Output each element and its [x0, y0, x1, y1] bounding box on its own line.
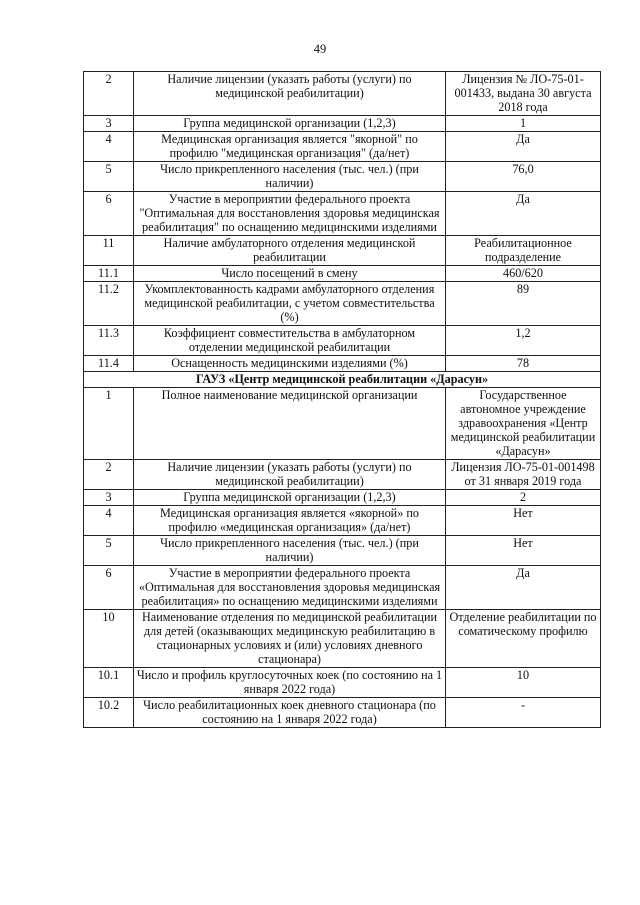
row-number: 6 — [84, 192, 134, 236]
row-name: Укомплектованность кадрами амбулаторного отделения медицинской реабилитации, с учетом совместительства (%) — [134, 282, 446, 326]
row-value: 1,2 — [446, 326, 601, 356]
row-number: 5 — [84, 162, 134, 192]
row-number: 11.4 — [84, 356, 134, 372]
table-row — [84, 192, 601, 236]
row-value: Да — [446, 566, 601, 610]
row-name: Наличие лицензии (указать работы (услуги) по медицинской реабилитации) — [134, 460, 446, 490]
table-row — [84, 116, 601, 132]
row-value: Нет — [446, 506, 601, 536]
row-value: Да — [446, 132, 601, 162]
row-number: 6 — [84, 566, 134, 610]
row-number: 5 — [84, 536, 134, 566]
row-number: 10.1 — [84, 668, 134, 698]
row-number: 2 — [84, 72, 134, 116]
row-name: Число прикрепленного населения (тыс. чел.) (при наличии) — [134, 162, 446, 192]
table-row — [84, 506, 601, 536]
row-number: 11 — [84, 236, 134, 266]
row-value: Лицензия ЛО-75-01-001498 от 31 января 2019 года — [446, 460, 601, 490]
row-number: 10.2 — [84, 698, 134, 728]
row-number: 3 — [84, 490, 134, 506]
row-number: 2 — [84, 460, 134, 490]
row-name: Полное наименование медицинской организации — [134, 388, 446, 460]
section-header-row — [84, 372, 601, 388]
row-value: 2 — [446, 490, 601, 506]
row-name: Наименование отделения по медицинской реабилитации для детей (оказывающих медицинскую реабилитацию в стационарных условиях и (или) условиях дневного стационара) — [134, 610, 446, 668]
row-name: Участие в мероприятии федерального проекта «Оптимальная для восстановления здоровья медицинская реабилитация» по оснащению медицинскими изделиями — [134, 566, 446, 610]
row-value: Да — [446, 192, 601, 236]
table-row — [84, 668, 601, 698]
table-row — [84, 698, 601, 728]
row-value: 1 — [446, 116, 601, 132]
table-row — [84, 266, 601, 282]
row-value: 78 — [446, 356, 601, 372]
row-name: Медицинская организация является «якорной» по профилю «медицинская организация» (да/нет) — [134, 506, 446, 536]
row-value: Государственное автономное учреждение здравоохранения «Центр медицинской реабилитации «Дарасун» — [446, 388, 601, 460]
row-value: Реабилитационное подразделение — [446, 236, 601, 266]
rehabilitation-data-table — [83, 71, 601, 728]
table-row — [84, 162, 601, 192]
table-row — [84, 460, 601, 490]
row-name: Число и профиль круглосуточных коек (по состоянию на 1 января 2022 года) — [134, 668, 446, 698]
table-row — [84, 132, 601, 162]
row-number: 4 — [84, 506, 134, 536]
row-number: 11.1 — [84, 266, 134, 282]
table-row — [84, 282, 601, 326]
row-name: Коэффициент совместительства в амбулаторном отделении медицинской реабилитации — [134, 326, 446, 356]
row-value: 10 — [446, 668, 601, 698]
row-name: Участие в мероприятии федерального проекта "Оптимальная для восстановления здоровья медицинская реабилитация" по оснащению медицинскими изделиями — [134, 192, 446, 236]
row-name: Число прикрепленного населения (тыс. чел.) (при наличии) — [134, 536, 446, 566]
table-row — [84, 236, 601, 266]
row-name: Наличие амбулаторного отделения медицинской реабилитации — [134, 236, 446, 266]
row-value: 76,0 — [446, 162, 601, 192]
row-value: Нет — [446, 536, 601, 566]
row-number: 1 — [84, 388, 134, 460]
row-value: 460/620 — [446, 266, 601, 282]
row-number: 11.3 — [84, 326, 134, 356]
row-number: 10 — [84, 610, 134, 668]
row-name: Число посещений в смену — [134, 266, 446, 282]
table-row — [84, 490, 601, 506]
table-row — [84, 566, 601, 610]
row-value: Лицензия № ЛО-75-01-001433, выдана 30 августа 2018 года — [446, 72, 601, 116]
table-row — [84, 72, 601, 116]
row-name: Группа медицинской организации (1,2,3) — [134, 116, 446, 132]
row-value: 89 — [446, 282, 601, 326]
page-number: 49 — [313, 42, 327, 56]
table-row — [84, 326, 601, 356]
row-name: Медицинская организация является "якорной" по профилю "медицинская организация" (да/нет) — [134, 132, 446, 162]
row-number: 3 — [84, 116, 134, 132]
row-value: Отделение реабилитации по соматическому профилю — [446, 610, 601, 668]
table-row — [84, 536, 601, 566]
table-row — [84, 388, 601, 460]
table-row — [84, 610, 601, 668]
section-title: ГАУЗ «Центр медицинской реабилитации «Дарасун» — [84, 372, 601, 388]
row-number: 11.2 — [84, 282, 134, 326]
table-row — [84, 356, 601, 372]
row-name: Оснащенность медицинскими изделиями (%) — [134, 356, 446, 372]
row-number: 4 — [84, 132, 134, 162]
row-name: Число реабилитационных коек дневного стационара (по состоянию на 1 января 2022 года) — [134, 698, 446, 728]
row-value: - — [446, 698, 601, 728]
row-name: Группа медицинской организации (1,2,3) — [134, 490, 446, 506]
row-name: Наличие лицензии (указать работы (услуги) по медицинской реабилитации) — [134, 72, 446, 116]
